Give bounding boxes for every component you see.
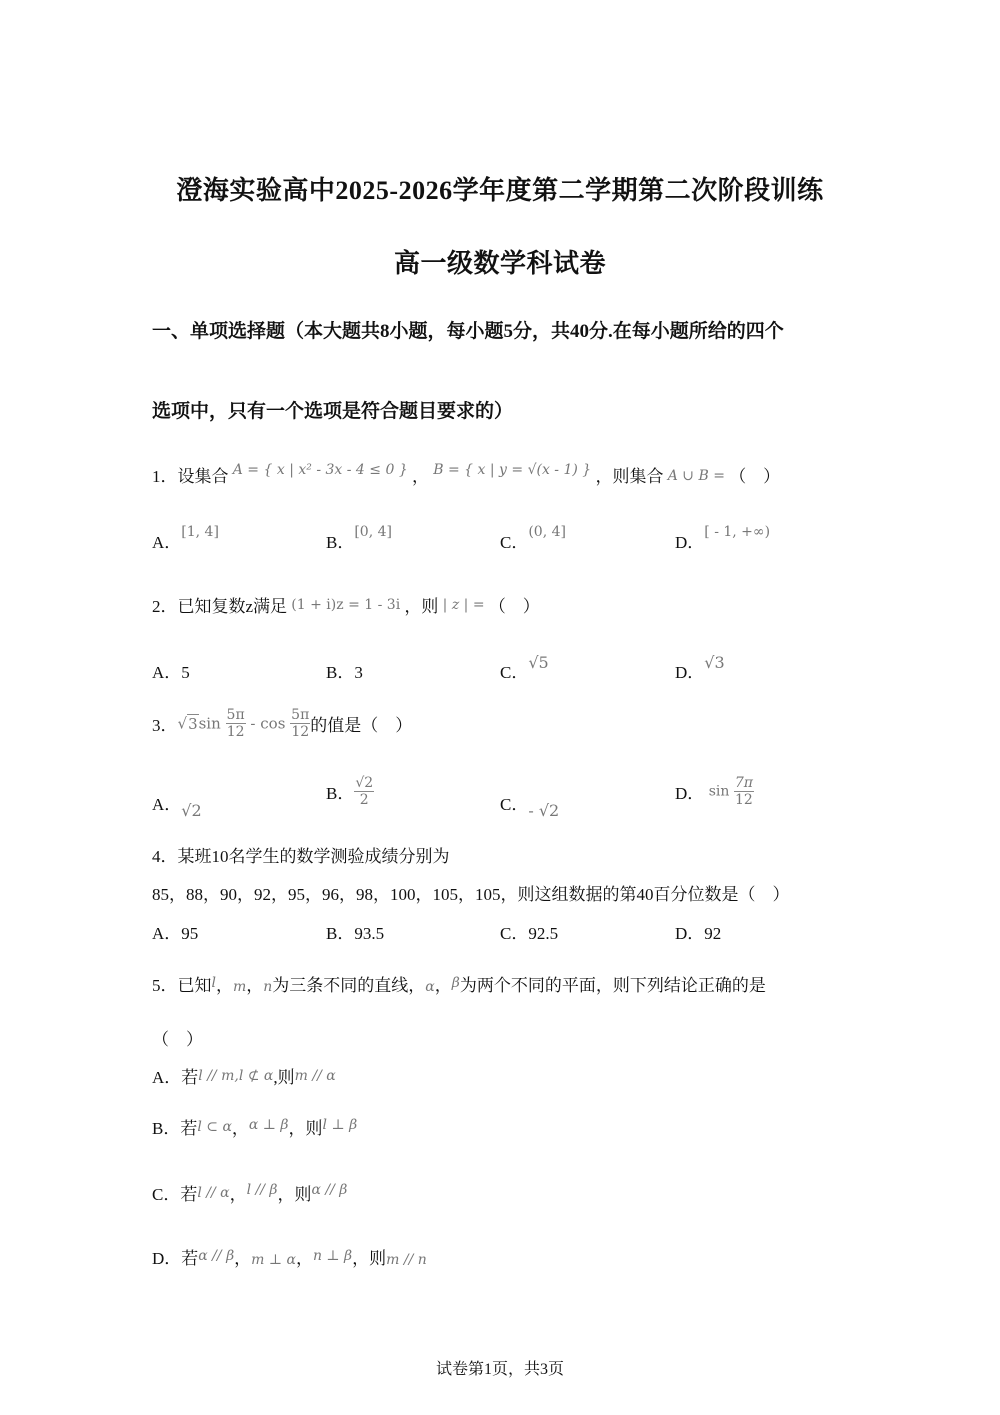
- set-b-formula: B = { x | y = √(x - 1) }: [433, 462, 592, 478]
- q5-option-c: C．若l // α，$^{l // \beta}$，则$^{\alpha // \beta}$: [152, 1182, 348, 1204]
- question-4-line1: 4．某班10名学生的数学测验成绩分别为: [152, 847, 450, 866]
- q1-option-d: D．$^{[ - 1, +\infty)}$: [675, 524, 771, 552]
- q4-option-d: D．92: [675, 924, 722, 943]
- exam-title: 澄海实验高中2025-2026学年度第二学期第二次阶段训练: [176, 176, 824, 205]
- question-5-blank: （ ）: [152, 1030, 203, 1049]
- q2-option-b: B．3: [326, 663, 363, 682]
- q4-option-a: A．95: [152, 924, 199, 943]
- q5-option-d: D．若$^{\alpha // \beta}$，m ⊥ α，$^{n \perp \beta}$，则m // n: [152, 1248, 427, 1268]
- q5-option-b: B．若l ⊂ α，$^{\alpha \perp \beta}$，则$^{l \perp \beta}$: [152, 1117, 358, 1138]
- question-2-mid: ，则: [404, 597, 439, 616]
- page-footer: 试卷第1页，共3页: [435, 1361, 564, 1378]
- q3-option-b: B． $\frac{√2}{2}$: [326, 775, 374, 809]
- question-2: [152, 592, 540, 617]
- complex-equation: (1 + i)z = 1 - 3i: [291, 597, 401, 613]
- modulus-formula: | z | =: [442, 597, 485, 613]
- q2-option-d: D．√3: [675, 653, 725, 682]
- question-1: [152, 462, 780, 487]
- set-a-formula: A = { x | x² - 3x - 4 ≤ 0 }: [232, 462, 408, 478]
- question-1-comma: ，: [412, 467, 429, 486]
- q1-option-b: B．[0, 4]: [326, 524, 392, 552]
- q5-option-a: A．若l // m,l ⊄ α,则m // α: [152, 1068, 336, 1087]
- exam-subtitle: 高一级数学科试卷: [393, 249, 606, 278]
- q4-option-b: B．93.5: [326, 924, 385, 943]
- section-heading-line1: 一、单项选择题（本大题共8小题，每小题5分，共40分.在每小题所给的四个: [152, 321, 784, 342]
- q4-option-c: C．92.5: [500, 924, 559, 943]
- question-1-mid: ，则集合: [595, 467, 664, 486]
- question-1-prefix: 1．设集合: [152, 467, 229, 486]
- section-heading-line2: 选项中，只有一个选项是符合题目要求的）: [152, 401, 514, 422]
- question-2-prefix: 2．已知复数z满足: [152, 597, 288, 616]
- question-5: 5．已知$^l$，m，n为三条不同的直线，α，$^\beta$为两个不同的平面，则下列结论正确的是: [152, 975, 766, 995]
- q1-option-c: C．$^{(0, 4]}$: [500, 524, 566, 552]
- q3-option-c: C．- √2: [500, 795, 560, 820]
- question-4-line2: 85，88，90，92，95，96，98，100，105，105，则这组数据的第40百分位数是（ ）: [152, 885, 790, 904]
- trig-expression: √3sin: [177, 714, 226, 733]
- question-1-blank: （ ）: [729, 467, 781, 486]
- q1-option-a: A．[1, 4]: [152, 524, 219, 552]
- question-2-blank: （ ）: [488, 597, 540, 616]
- question-3: 3．√3sin $\frac{5\pi}{12}$ - cos $\frac{5\pi}{12}$ 的值是（ ）: [152, 707, 413, 741]
- question-3-prefix: 3．: [152, 716, 178, 736]
- q3-option-a: A．√2: [152, 795, 202, 820]
- q3-option-d: D． sin $\frac{7\pi}{12}$: [675, 775, 753, 809]
- q2-option-a: A．5: [152, 663, 190, 682]
- question-3-tail: 的值是（ ）: [310, 716, 413, 736]
- q2-option-c: C．√5: [500, 653, 549, 682]
- union-formula: A ∪ B =: [667, 468, 725, 484]
